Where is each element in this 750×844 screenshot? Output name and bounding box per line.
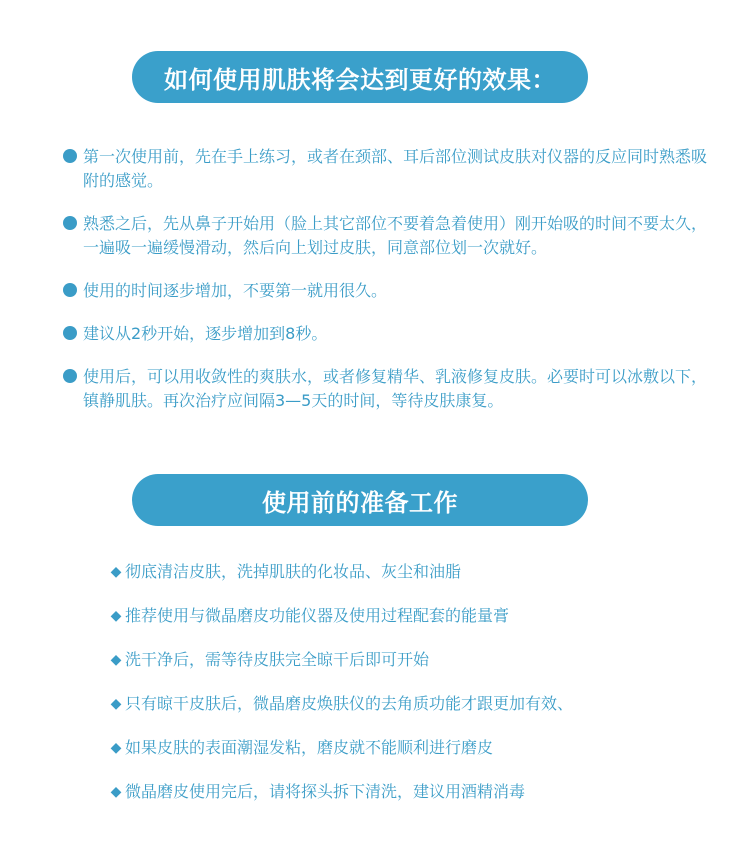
section-title-usage-text: 如何使用肌肤将会达到更好的效果： (164, 65, 556, 94)
list-item (0, 212, 750, 260)
list-item (0, 279, 750, 303)
bullet-dot-icon (63, 216, 77, 230)
list-item-text: 建议从2秒开始，逐步增加到8秒。 (83, 324, 328, 343)
list-item-text: 使用的时间逐步增加，不要第一就用很久。 (83, 281, 388, 300)
bullet-dot-icon (63, 326, 77, 340)
diamond-bullet-icon: ◆ (110, 608, 122, 624)
diamond-bullet-icon: ◆ (110, 652, 122, 668)
preparation-list (0, 560, 750, 824)
section-title-usage (132, 51, 588, 103)
list-item (0, 365, 750, 413)
bullet-dot-icon (63, 283, 77, 297)
list-item-text: 洗干净后，需等待皮肤完全晾干后即可开始 (125, 650, 430, 669)
list-item (0, 780, 750, 804)
section-title-preparation-text: 使用前的准备工作 (262, 488, 458, 517)
list-item-text: 第一次使用前，先在手上练习，或者在颈部、耳后部位测试皮肤对仪器的反应同时熟悉吸附的感觉。 (83, 147, 708, 190)
list-item-text: 彻底清洁皮肤，洗掉肌肤的化妆品、灰尘和油脂 (125, 562, 462, 581)
list-item (0, 604, 750, 628)
list-item (0, 692, 750, 716)
list-item-text: 推荐使用与微晶磨皮功能仪器及使用过程配套的能量膏 (125, 606, 510, 625)
list-item-text: 熟悉之后，先从鼻子开始用（脸上其它部位不要着急着使用）刚开始吸的时间不要太久，一遍吸一遍缓慢滑动，然后向上划过皮肤，同意部位划一次就好。 (83, 214, 708, 257)
diamond-bullet-icon: ◆ (110, 740, 122, 756)
list-item-text: 如果皮肤的表面潮湿发粘，磨皮就不能顺利进行磨皮 (125, 738, 494, 757)
list-item (0, 648, 750, 672)
diamond-bullet-icon: ◆ (110, 784, 122, 800)
list-item-text: 只有晾干皮肤后，微晶磨皮焕肤仪的去角质功能才跟更加有效、 (125, 694, 574, 713)
bullet-dot-icon (63, 369, 77, 383)
diamond-bullet-icon: ◆ (110, 696, 122, 712)
list-item-text: 微晶磨皮使用完后，请将探头拆下清洗，建议用酒精消毒 (125, 782, 526, 801)
list-item (0, 145, 750, 193)
list-item (0, 736, 750, 760)
usage-tips-list (0, 145, 750, 432)
list-item (0, 560, 750, 584)
section-title-preparation (132, 474, 588, 526)
bullet-dot-icon (63, 149, 77, 163)
list-item (0, 322, 750, 346)
list-item-text: 使用后，可以用收敛性的爽肤水，或者修复精华、乳液修复皮肤。必要时可以冰敷以下，镇静肌肤。再次治疗应间隔3—5天的时间，等待皮肤康复。 (83, 367, 708, 410)
diamond-bullet-icon: ◆ (110, 564, 122, 580)
